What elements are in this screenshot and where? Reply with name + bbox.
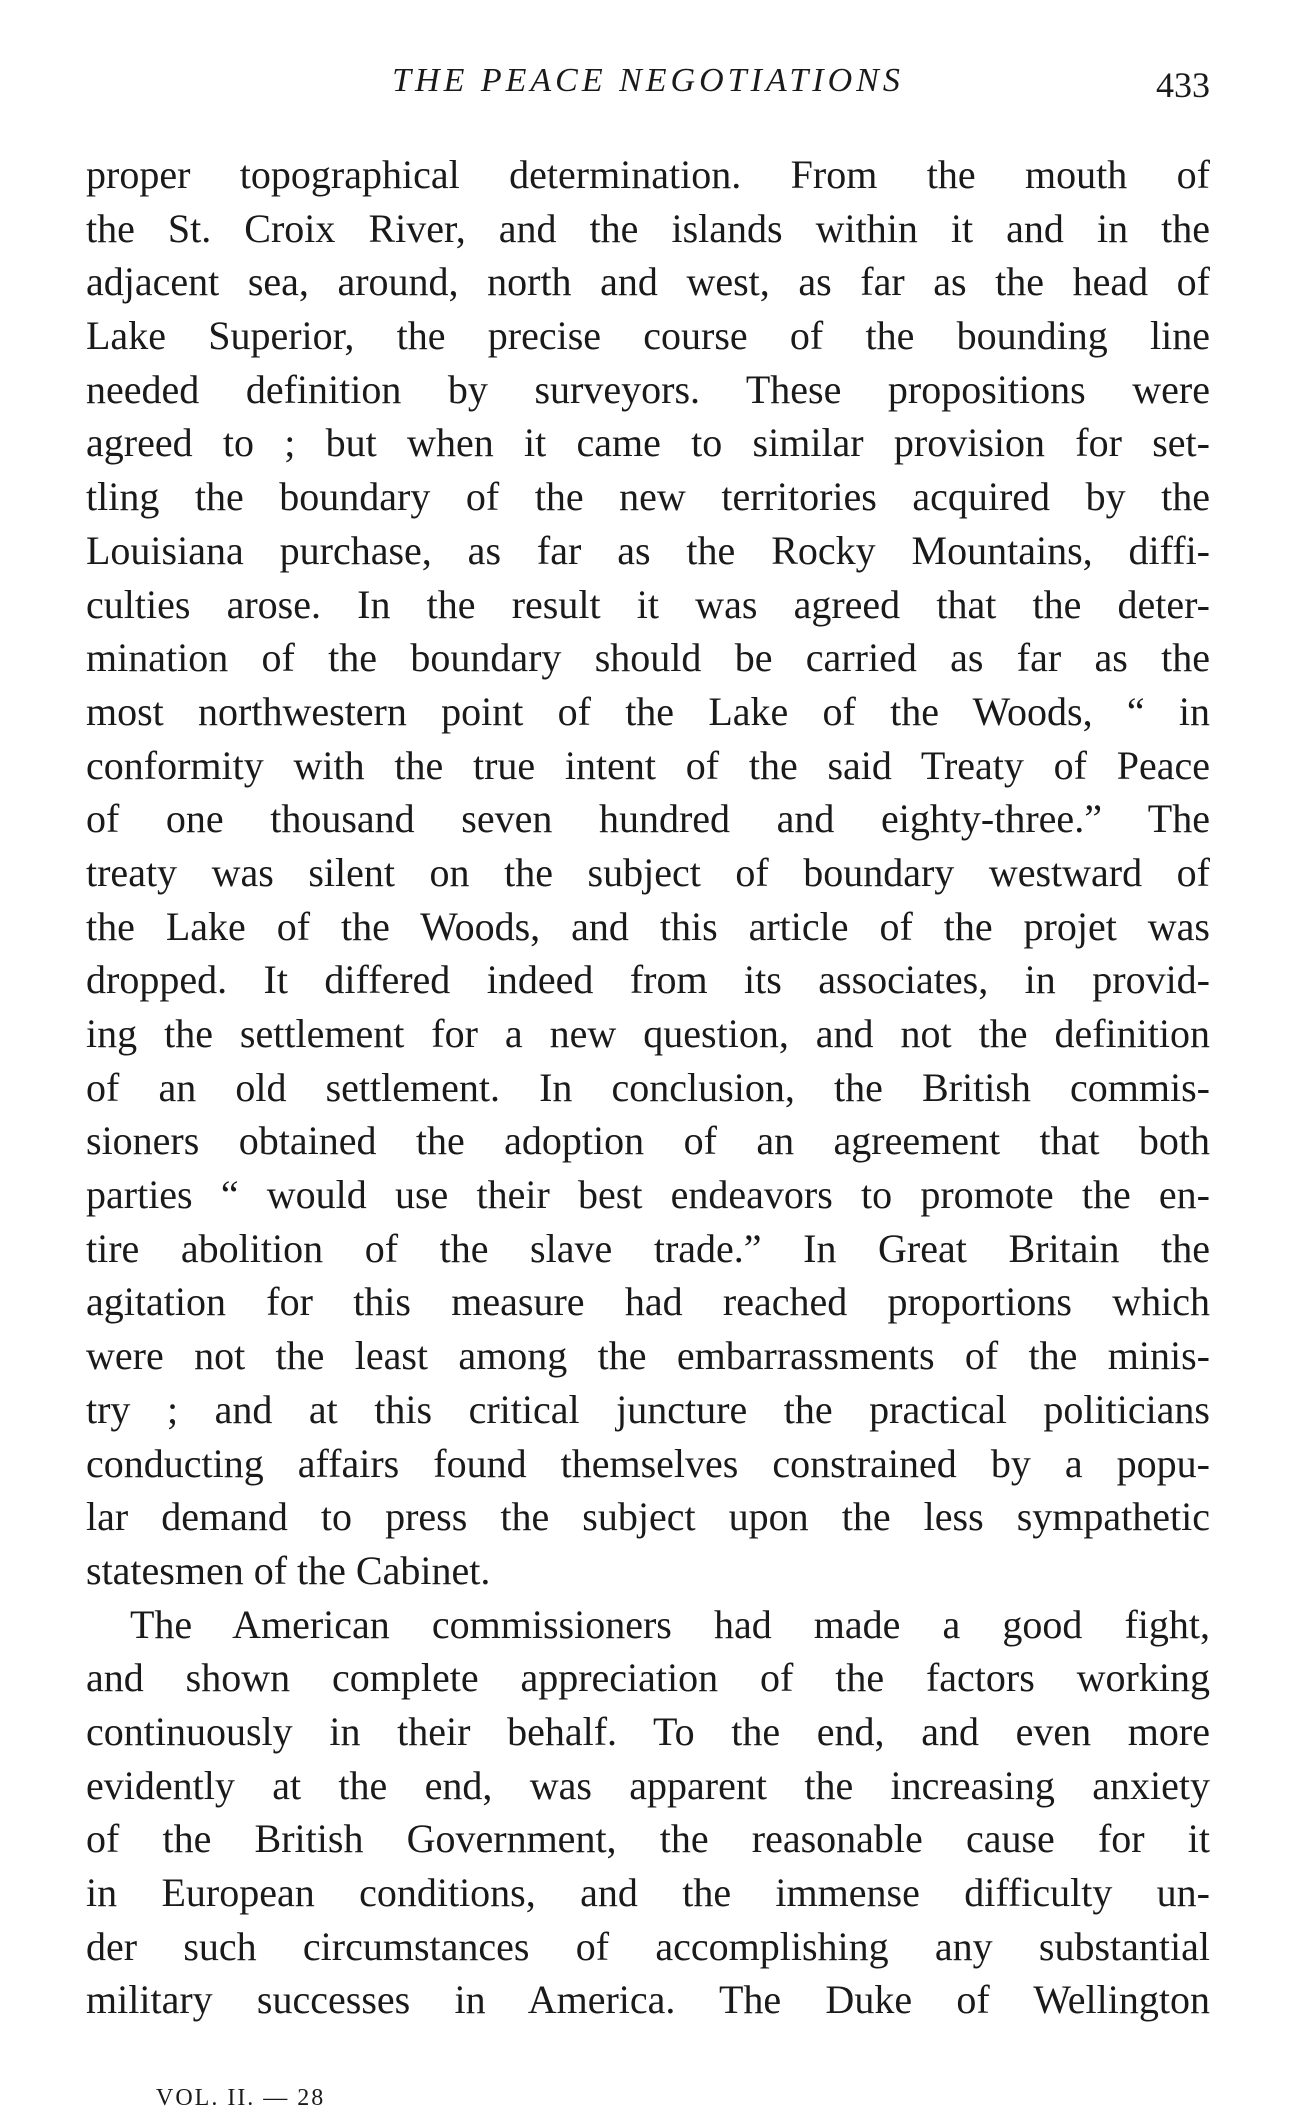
paragraph-2 [86,1598,1210,2028]
text-line: ing the settlement for a new question, and not the definition [86,1011,1210,1056]
running-title: THE PEACE NEGOTIATIONS [392,62,904,99]
text-line: proper topographical determination. From the mouth of [86,152,1210,197]
page-number: 433 [1156,65,1210,105]
text-line: and shown complete appreciation of the factors working [86,1655,1210,1701]
text-line: the Lake of the Woods, and this article of the projet was [86,903,1210,949]
text-line: mination of the boundary should be carried as far as the [86,635,1210,681]
running-head [86,62,1210,112]
text-line: were not the least among the embarrassments of the minis- [86,1333,1210,1379]
text-line: der such circumstances of accomplishing any substantial [86,1923,1210,1969]
text-line: conformity with the true intent of the said Treaty of Peace [86,742,1210,788]
text-line: tire abolition of the slave trade.” In Great Britain the [86,1225,1210,1271]
text-line: the St. Croix River, and the islands within it and in the [86,205,1210,251]
text-line: adjacent sea, around, north and west, as far as the head of [86,259,1210,305]
text-line: dropped. It differed indeed from its associates, in provid- [86,957,1210,1003]
text-line: in European conditions, and the immense difficulty un- [86,1870,1210,1915]
text-line: sioners obtained the adoption of an agreement that both [86,1118,1210,1164]
text-line: needed definition by surveyors. These propositions were [86,366,1210,412]
text-line: culties arose. In the result it was agreed that the deter- [86,581,1210,627]
text-line: of an old settlement. In conclusion, the British commis- [86,1064,1210,1110]
text-line: conducting affairs found themselves constrained by a popu- [86,1440,1210,1486]
text-line: agreed to ; but when it came to similar provision for set- [86,420,1210,466]
signature-mark: VOL. II. — 28 [156,2085,326,2111]
text-line: most northwestern point of the Lake of the Woods, “ in [86,688,1210,734]
paragraph-1 [86,148,1210,1598]
text-line: lar demand to press the subject upon the less sympathetic [86,1494,1210,1540]
text-line: military successes in America. The Duke of Wellington [86,1977,1210,2023]
text-line: continuously in their behalf. To the end, and even more [86,1708,1210,1754]
text-line: statesmen of the Cabinet. [86,1547,491,1593]
text-line: The American commissioners had made a good fight, [130,1601,1210,1647]
text-line: tling the boundary of the new territories acquired by the [86,474,1210,520]
text-line: agitation for this measure had reached proportions which [86,1279,1210,1325]
text-line: Louisiana purchase, as far as the Rocky Mountains, diffi- [86,527,1210,573]
text-line: evidently at the end, was apparent the increasing anxiety [86,1762,1210,1808]
text-line: of one thousand seven hundred and eighty-three.” The [86,796,1210,842]
text-line: try ; and at this critical juncture the practical politicians [86,1386,1210,1432]
text-line: treaty was silent on the subject of boundary westward of [86,849,1210,895]
text-line: Lake Superior, the precise course of the bounding line [86,313,1210,359]
body-text [86,148,1210,2027]
text-line: parties “ would use their best endeavors to promote the en- [86,1172,1210,1218]
text-line: of the British Government, the reasonable cause for it [86,1816,1210,1862]
